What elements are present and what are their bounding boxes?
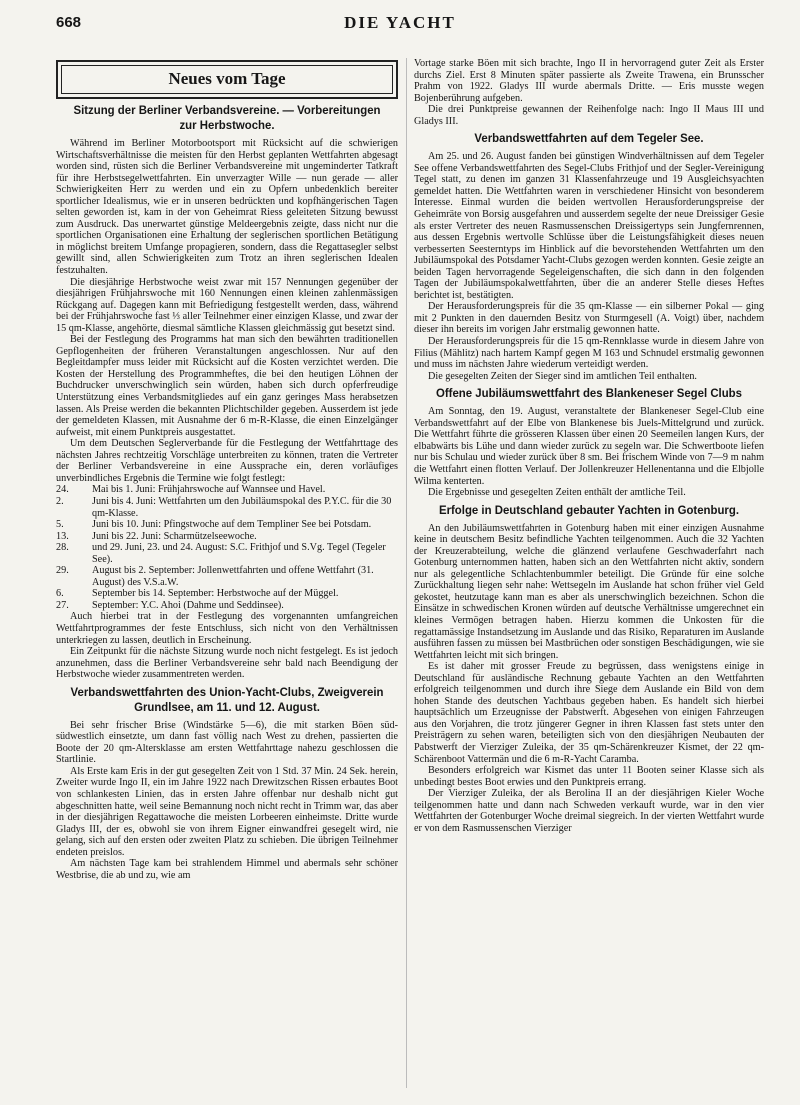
paragraph: Die gesegelten Zeiten der Sieger sind im amtlichen Teil enthalten. xyxy=(428,370,697,382)
paragraph: Die diesjährige Herbstwoche weist zwar mit 157 Nennungen gegenüber der diesjährigen Frühjahrswoche mit 160 Nennungen einen kleinen zahlenmässigen Rückgang auf. Dagegen kann mit Befriedigung festgestellt werden, dass, während bei der Frühjahrswoche fast ⅓ aller Teilnehmer einer einzigen Klasse, und zwar der 15 qm-Klasse, angehörte, diesmal sämtliche Klassen gleichmässig gut besetzt sind. xyxy=(56,276,398,334)
section-banner xyxy=(56,60,398,99)
date-item xyxy=(56,588,398,600)
date-day: 6. xyxy=(56,588,64,600)
date-text: August bis 2. September: Jollenwettfahrten und offene Wettfahrt (31. August) des V.S.a.W. xyxy=(92,565,374,588)
paragraph: Besonders erfolgreich war Kismet das unter 11 Booten seiner Klasse sich als unbedingt bestes Boot erwies und den Punktpreis errang. xyxy=(414,765,764,788)
paragraph: Während im Berliner Motorbootsport mit Rücksicht auf die schwierigen Wirtschaftsverhältnisse die meisten für den Herbst geplanten Wettfahrten abgesagt worden sind, rüsten sich die Berliner Verbandsvereine mit ungeminderter Tatkraft für ihre Herbstsegelwettfahrten. Ein unverzagter Wille — nun gerade — aller Schwierigkeiten Herr zu werden und ein zu Opfern unbedenklich bereiter sportlicher Idealismus, wie er in unseren bedrückten und kopfhängerischen Tagen selten geworden ist, kam in der von Geheimrat Riess geleiteten Sitzung bewusst zum Ausdruck. Das unerwartet günstige Meldeergebnis zeigte, dass nicht nur die sportlichen Organisationen eine Erhaltung der seglerischen sportlichen Betätigung in möglichst breitem Umfange propagieren, sondern, dass die Regattasegler selbst gewillt sind, allen Schwierigkeiten zum Trotz an ihren seglerischen Idealen festzuhalten. xyxy=(56,138,398,277)
paragraph: Bei sehr frischer Brise (Windstärke 5—6), die mit starken Böen süd-südwestlich einsetzte, um dann fast völlig nach West zu drehen, passierten die Boote der 20 qm-Altersklasse am ersten Wettfahrttage nahezu geschlossen die Startlinie. xyxy=(56,719,398,766)
paragraph: Auch hierbei trat in der Festlegung des vorgenannten umfangreichen Wettfahrtprogrammes der feste Entschluss, sich nicht von den Verhältnissen unterkriegen zu lassen, deutlich in Erscheinung. xyxy=(56,611,398,646)
date-day: 29. xyxy=(56,565,69,577)
paragraph: Der Herausforderungspreis für die 35 qm-Klasse — ein silberner Pokal — ging mit 2 Punkten in den dauernden Besitz von Sturmgesell (A. Voigt) über, nachdem dieser ihn bereits im vorigen Jahr erstmalig gewonnen hatte. xyxy=(414,301,764,336)
date-item xyxy=(56,542,398,565)
paragraph: Es ist daher mit grosser Freude zu begrüssen, dass wenigstens einige in Deutschland für ausländische Rechnung gebaute Yachten an den Wettfahrten erfolgreich teilgenommen und durch ihre Siege dem Auslande ein Bild von dem hohen Stande des deutschen Yachtbaus gegeben haben. Es handelt sich hierbei hauptsächlich um Erzeugnisse der Pabstwerft. Abgesehen von einigen Fahrzeugen aus den Vorjahren, die trotz jüngerer Gegner in ihren Klassen fast stets unter den Preisträgern zu sehen waren, beteiligten sich von den diesjährigen Neubauten der Pabstwerft der Vierziger Zuleika, der 35 qm-Schärenkreuzer Kismet, der 22 qm-Schärenboot Vattermän und die 6 m-R-Yacht Caramba. xyxy=(414,661,764,765)
date-day: 28. xyxy=(56,542,69,554)
date-item xyxy=(56,600,398,612)
date-text: Juni bis 4. Juni: Wettfahrten um den Jubiläumspokal des P.Y.C. für die 30 qm-Klasse. xyxy=(92,495,392,519)
paragraph: Der Herausforderungspreis für die 15 qm-Rennklasse wurde in diesem Jahre von Filius (Mählitz) nach hartem Kampf gegen M 163 und Schnudel erstmalig gewonnen und muss im nächsten Jahre wiederum verteidigt werden. xyxy=(414,336,764,371)
column-rule xyxy=(406,58,407,1088)
article-heading: Verbandswettfahrten des Union-Yacht-Clubs, Zweigverein Grundlsee, am 11. und 12. August. xyxy=(70,684,384,714)
paragraph: An den Jubiläumswettfahrten in Gotenburg haben mit einer einzigen Ausnahme keine in deutschem Besitz befindliche Yachten teilgenommen. Auch die 32 Yachten der Kreuzerabteilung, welche die glänzend verlaufene Geschwaderfahrt nach Gotenburg unternommen hatten, haben sich an den Wettfahrten nicht aktiv, sondern nur als gelegentliche Schlachtenbummler beteiligt. Die Gründe für eine solche Zurückhaltung liegen sehr nahe: Wettsegeln im Auslande hat schon früher viel Geld gekostet, heutzutage kann man es aber als unerschwinglich bezeichnen. Schon die Einsätze in schwedischen Kronen würden auf deutsche Verhältnisse umgerechnet ein kleines Vermögen betragen haben. Hierzu kommen die Unkosten für die regattamässige Instandsetzung im Auslande und das Risiko, Reparaturen im Auslande ausführen fassen zu müssen bei Mastbrüchen oder sonstigen Beschädigungen, wie sie Wettfahrten leicht mit sich bringen. xyxy=(414,522,764,661)
date-item xyxy=(56,565,398,588)
paragraph: Um dem Deutschen Seglerverbande für die Festlegung der Wettfahrttage des nächsten Jahres rechtzeitig Vorschläge unterbreiten zu können, traten die Vertreter der Berliner Verbandsvereine in eine Aussprache ein, deren vorläufiges unverbindliches Ergebnis die Termine wie folgt festlegt: xyxy=(56,438,398,484)
article-heading: Erfolge in Deutschland gebauter Yachten in Gotenburg. xyxy=(438,502,740,517)
date-day: 24. xyxy=(56,484,69,496)
article-heading: Offene Jubiläumswettfahrt des Blankeneser Segel Clubs xyxy=(436,386,742,401)
paragraph: Vortage starke Böen mit sich brachte, Ingo II in hervorragend guter Zeit als Erster durchs Ziel. Erst 8 Minuten später passierte als Zweite Trawena, ein Brunsscher Prahm von 1922. Gladys III wurde abermals Dritte. — Eris musste wegen Bojenberührung aufgeben. xyxy=(414,58,764,104)
date-day: 13. xyxy=(56,530,69,542)
date-item xyxy=(56,519,398,531)
paragraph: Der Vierziger Zuleika, der als Berolina II an der diesjährigen Kieler Woche teilgenommen hatte und dann nach Schweden verkauft wurde, war in den vier Wettfahrten der Gotenburger Woche dreimal siegreich. In der vierten Wettfahrt wurde er von dem Rasmussenschen Vierziger xyxy=(414,788,764,834)
section-title: Neues vom Tage xyxy=(61,65,393,94)
left-column xyxy=(56,58,398,885)
date-text: September bis 14. September: Herbstwoche auf der Müggel. xyxy=(92,588,339,600)
date-item xyxy=(56,496,398,519)
right-column xyxy=(414,58,764,838)
date-day: 27. xyxy=(56,599,69,611)
date-text: Mai bis 1. Juni: Frühjahrswoche auf Wannsee und Havel. xyxy=(92,484,326,496)
article-continuation xyxy=(414,58,764,127)
article-berliner-verbandsvereine xyxy=(56,103,398,681)
article-heading: Verbandswettfahrten auf dem Tegeler See. xyxy=(474,131,704,146)
article-blankeneser-segel-club xyxy=(414,386,764,498)
date-text: Juni bis 10. Juni: Pfingstwoche auf dem Templiner See bei Potsdam. xyxy=(92,519,372,531)
paragraph: Am Sonntag, den 19. August, veranstaltete der Blankeneser Segel-Club eine Verbandswettfahrt auf der Elbe von Blankenese bis Juels-Mittelgrund und zurück. Die Wettfahrt führte die grösseren Klassen über einen 20 Seemeilen langen Kurs, der elbabwärts bis Lühe und dann wieder zurück zu segeln war. Die Schwertboote liefen nur bis Schulau und wieder zurück über 8 sm. Bei frischem Winde von 7—9 m nahm die Wettfahrt einen flotten Verlauf. Der Jollenkreuzer Hellenentanna und die Elbjolle Wilma kenterten. xyxy=(414,406,764,487)
article-gotenburg xyxy=(414,503,764,835)
paragraph: Als Erste kam Eris in der gut gesegelten Zeit von 1 Std. 37 Min. 24 Sek. herein, Zweiter wurde Ingo II, ein im Jahre 1922 nach Drewitzschen Rissen erbautes Boot von schlankesten Linien, das in ersten Jahre offenbar nur deshalb nicht gut abgeschnitten hatte, weil seine Bemannung noch nicht recht in Trimm war, das aber in der diesjährigen Regattawoche die meisten Lorbeeren einheimste. Dritte wurde Gladys III, der es, obwohl sie von ihrem Eigner einwandfrei gesegelt wird, nie gelang, sich auf den ersten oder zweiten Platz zu schieben. Die übrigen Teilnehmer endeten preislos. xyxy=(56,765,398,858)
paragraph: Bei der Festlegung des Programms hat man sich den bewährten traditionellen Gepflogenheiten der früheren Veranstaltungen angeschlossen. Nur auf den Begleitdampfer muss leider mit Rücksicht auf die Kosten verzichtet werden. Die Kosten der Herstellung des Programmheftes, die bei den heutigen Löhnen der Buchdrucker unverschwinglich sein würden, haben sich durch opferfreudige Unterstützung eines Verbandsmitgliedes auf ein ganz geringes Mass herabsetzen lassen. Als Preise werden die bekannten Plichtschilder gegeben. Ausserdem ist jede der gemeldeten Klassen, mit Ausnahme der 6 m-R-Klasse, die einen Einzelgänger aufweist, mit einem Punktpreis ausgestattet. xyxy=(56,334,398,438)
date-text: und 29. Juni, 23. und 24. August: S.C. Frithjof und S.Vg. Tegel (Tegeler See). xyxy=(92,542,386,565)
paragraph: Die Ergebnisse und gesegelten Zeiten enthält der amtliche Teil. xyxy=(428,487,686,499)
date-list xyxy=(56,484,398,611)
date-day: 2. xyxy=(56,495,64,507)
article-union-yacht-club xyxy=(56,685,398,882)
paragraph: Am nächsten Tage kam bei strahlendem Himmel und abermals sehr schöner Westbrise, die ab und zu, wie am xyxy=(56,858,398,881)
date-item xyxy=(56,531,398,543)
paragraph: Am 25. und 26. August fanden bei günstigen Windverhältnissen auf dem Tegeler See offene Verbandswettfahrten des Segel-Clubs Frithjof und der Segler-Vereinigung Tegel statt, zu denen im ganzen 31 Klassenfahrzeuge und 19 Ausgleichsyachten gemeldet hatten. Die Wettfahrten waren in verschiedener Hinsicht von besonderem Interesse. Einmal wurden die beiden wertvollen Herausforderungspreise der Geheimräte von Borsig ausgefahren und ausserdem segelte der neue Dreissiger Gesie als erster Vertreter des neuen Rasmussenschen Dreissigertyps sein Jungfernrennen, aus dessen Ergebnis wertvolle Schlüsse über die Leistungsfähigkeit dieses neuen verbesserten Seesterntyps im Hinblick auf die bevorstehenden Wettfahrten um den Jubiläumspokal des Potsdamer Yacht-Clubs gezogen werden konnten. Gesie zeigte an beiden Tagen hervorragende Segeleigenschaften, die sich dann in den folgenden Tagen der Jubiläumspokalwettfahrten, über die an anderer Stelle dieses Heftes berichtet ist, bestätigten. xyxy=(414,151,764,301)
running-head: DIE YACHT xyxy=(344,13,456,32)
paragraph: Ein Zeitpunkt für die nächste Sitzung wurde noch nicht festgelegt. Es ist jedoch anzunehmen, dass die Berliner Verbandsvereine sehr bald nach Beendigung der Herbstwoche wieder zusammentreten werden. xyxy=(56,646,398,681)
date-text: Juni bis 22. Juni: Scharmützelseewoche. xyxy=(92,530,257,542)
date-text: September: Y.C. Ahoi (Dahme und Seddinsee). xyxy=(92,599,284,611)
date-item xyxy=(56,484,398,496)
date-day: 5. xyxy=(56,519,64,531)
paragraph: Die drei Punktpreise gewannen der Reihenfolge nach: Ingo II Maus III und Gladys III. xyxy=(414,104,764,127)
article-heading: Sitzung der Berliner Verbandsvereine. — Vorbereitungen zur Herbstwoche. xyxy=(73,103,381,132)
article-tegeler-see xyxy=(414,131,764,382)
page-number: 668 xyxy=(56,14,82,31)
